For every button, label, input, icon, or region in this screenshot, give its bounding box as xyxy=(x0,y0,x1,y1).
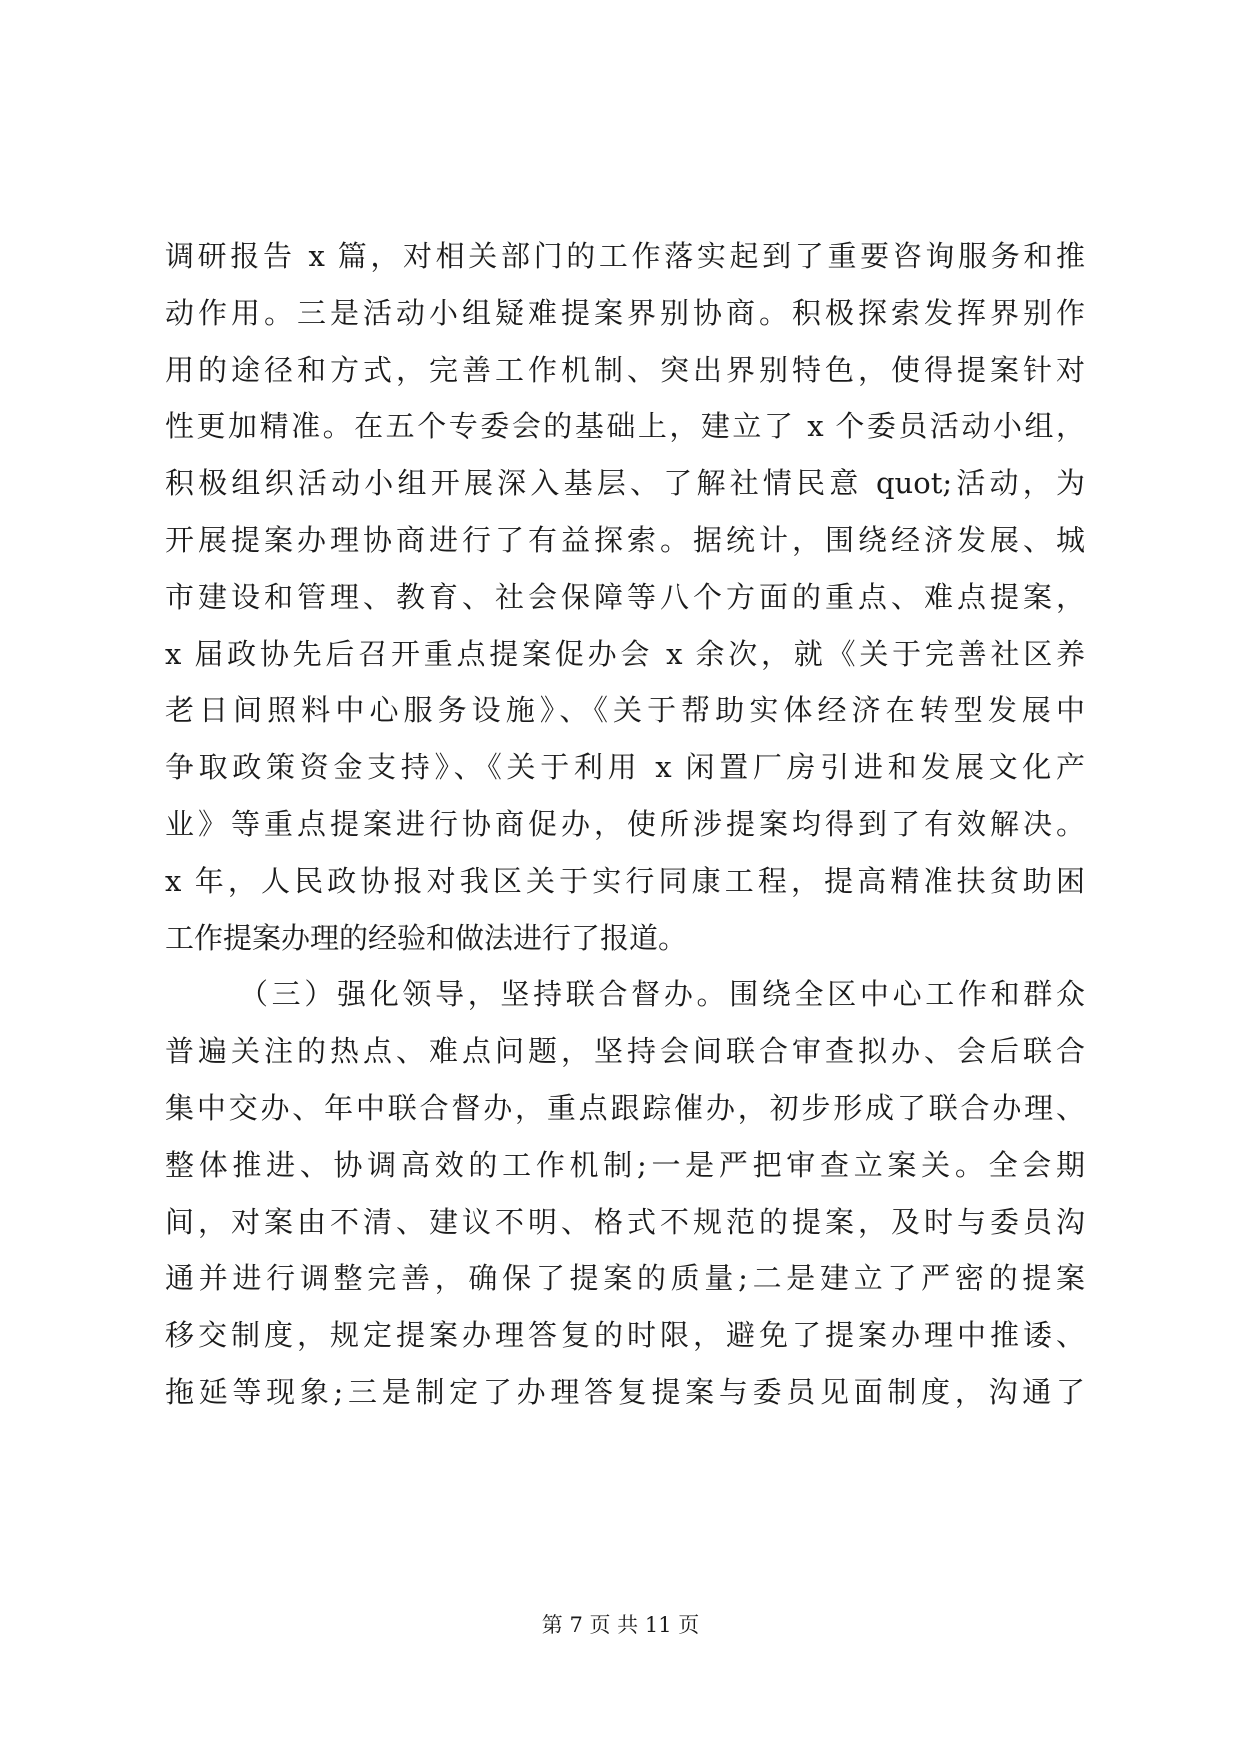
text-line-2: 动作用。三是活动小组疑难提案界别协商。积极探索发挥界别作 xyxy=(165,295,1085,330)
text-line-5: 积极组织活动小组开展深入基层、了解社情民意 quot;活动，为 xyxy=(165,466,1085,501)
text-line-3: 用的途径和方式，完善工作机制、突出界别特色，使得提案针对 xyxy=(165,352,1085,387)
page-number-footer: 第 7 页 共 11 页 xyxy=(541,1613,700,1637)
text-line-21: 拖延等现象;三是制定了办理答复提案与委员见面制度，沟通了 xyxy=(165,1374,1085,1409)
text-line-16: 集中交办、年中联合督办，重点跟踪催办，初步形成了联合办理、 xyxy=(165,1090,1085,1125)
text-line-9: 老日间照料中心服务设施》、《关于帮助实体经济在转型发展中 xyxy=(165,693,1085,728)
text-line-13: 工作提案办理的经验和做法进行了报道。 xyxy=(165,920,688,955)
text-line-7: 市建设和管理、教育、社会保障等八个方面的重点、难点提案， xyxy=(165,579,1085,614)
text-line-20: 移交制度，规定提案办理答复的时限，避免了提案办理中推诿、 xyxy=(165,1318,1085,1353)
text-line-4: 性更加精准。在五个专委会的基础上，建立了 x 个委员活动小组， xyxy=(165,409,1085,444)
text-line-19: 通并进行调整完善，确保了提案的质量;二是建立了严密的提案 xyxy=(165,1261,1085,1296)
text-line-14: （三）强化领导，坚持联合督办。围绕全区中心工作和群众 xyxy=(239,977,1085,1012)
text-line-6: 开展提案办理协商进行了有益探索。据统计，围绕经济发展、城 xyxy=(165,522,1085,557)
text-line-17: 整体推进、协调高效的工作机制;一是严把审查立案关。全会期 xyxy=(165,1147,1085,1182)
text-line-15: 普遍关注的热点、难点问题，坚持会间联合审查拟办、会后联合 xyxy=(165,1034,1085,1069)
text-line-10: 争取政策资金支持》、《关于利用 x 闲置厂房引进和发展文化产 xyxy=(165,750,1085,785)
text-line-8: x 届政协先后召开重点提案促办会 x 余次，就《关于完善社区养 xyxy=(165,636,1085,671)
text-line-1: 调研报告 x 篇，对相关部门的工作落实起到了重要咨询服务和推 xyxy=(165,239,1085,273)
text-line-12: x 年，人民政协报对我区关于实行同康工程，提高精准扶贫助困 xyxy=(165,863,1085,898)
text-line-11: 业》等重点提案进行协商促办，使所涉提案均得到了有效解决。 xyxy=(165,806,1085,841)
body-text xyxy=(165,228,1085,1421)
text-line-18: 间，对案由不清、建议不明、格式不规范的提案，及时与委员沟 xyxy=(165,1204,1085,1239)
